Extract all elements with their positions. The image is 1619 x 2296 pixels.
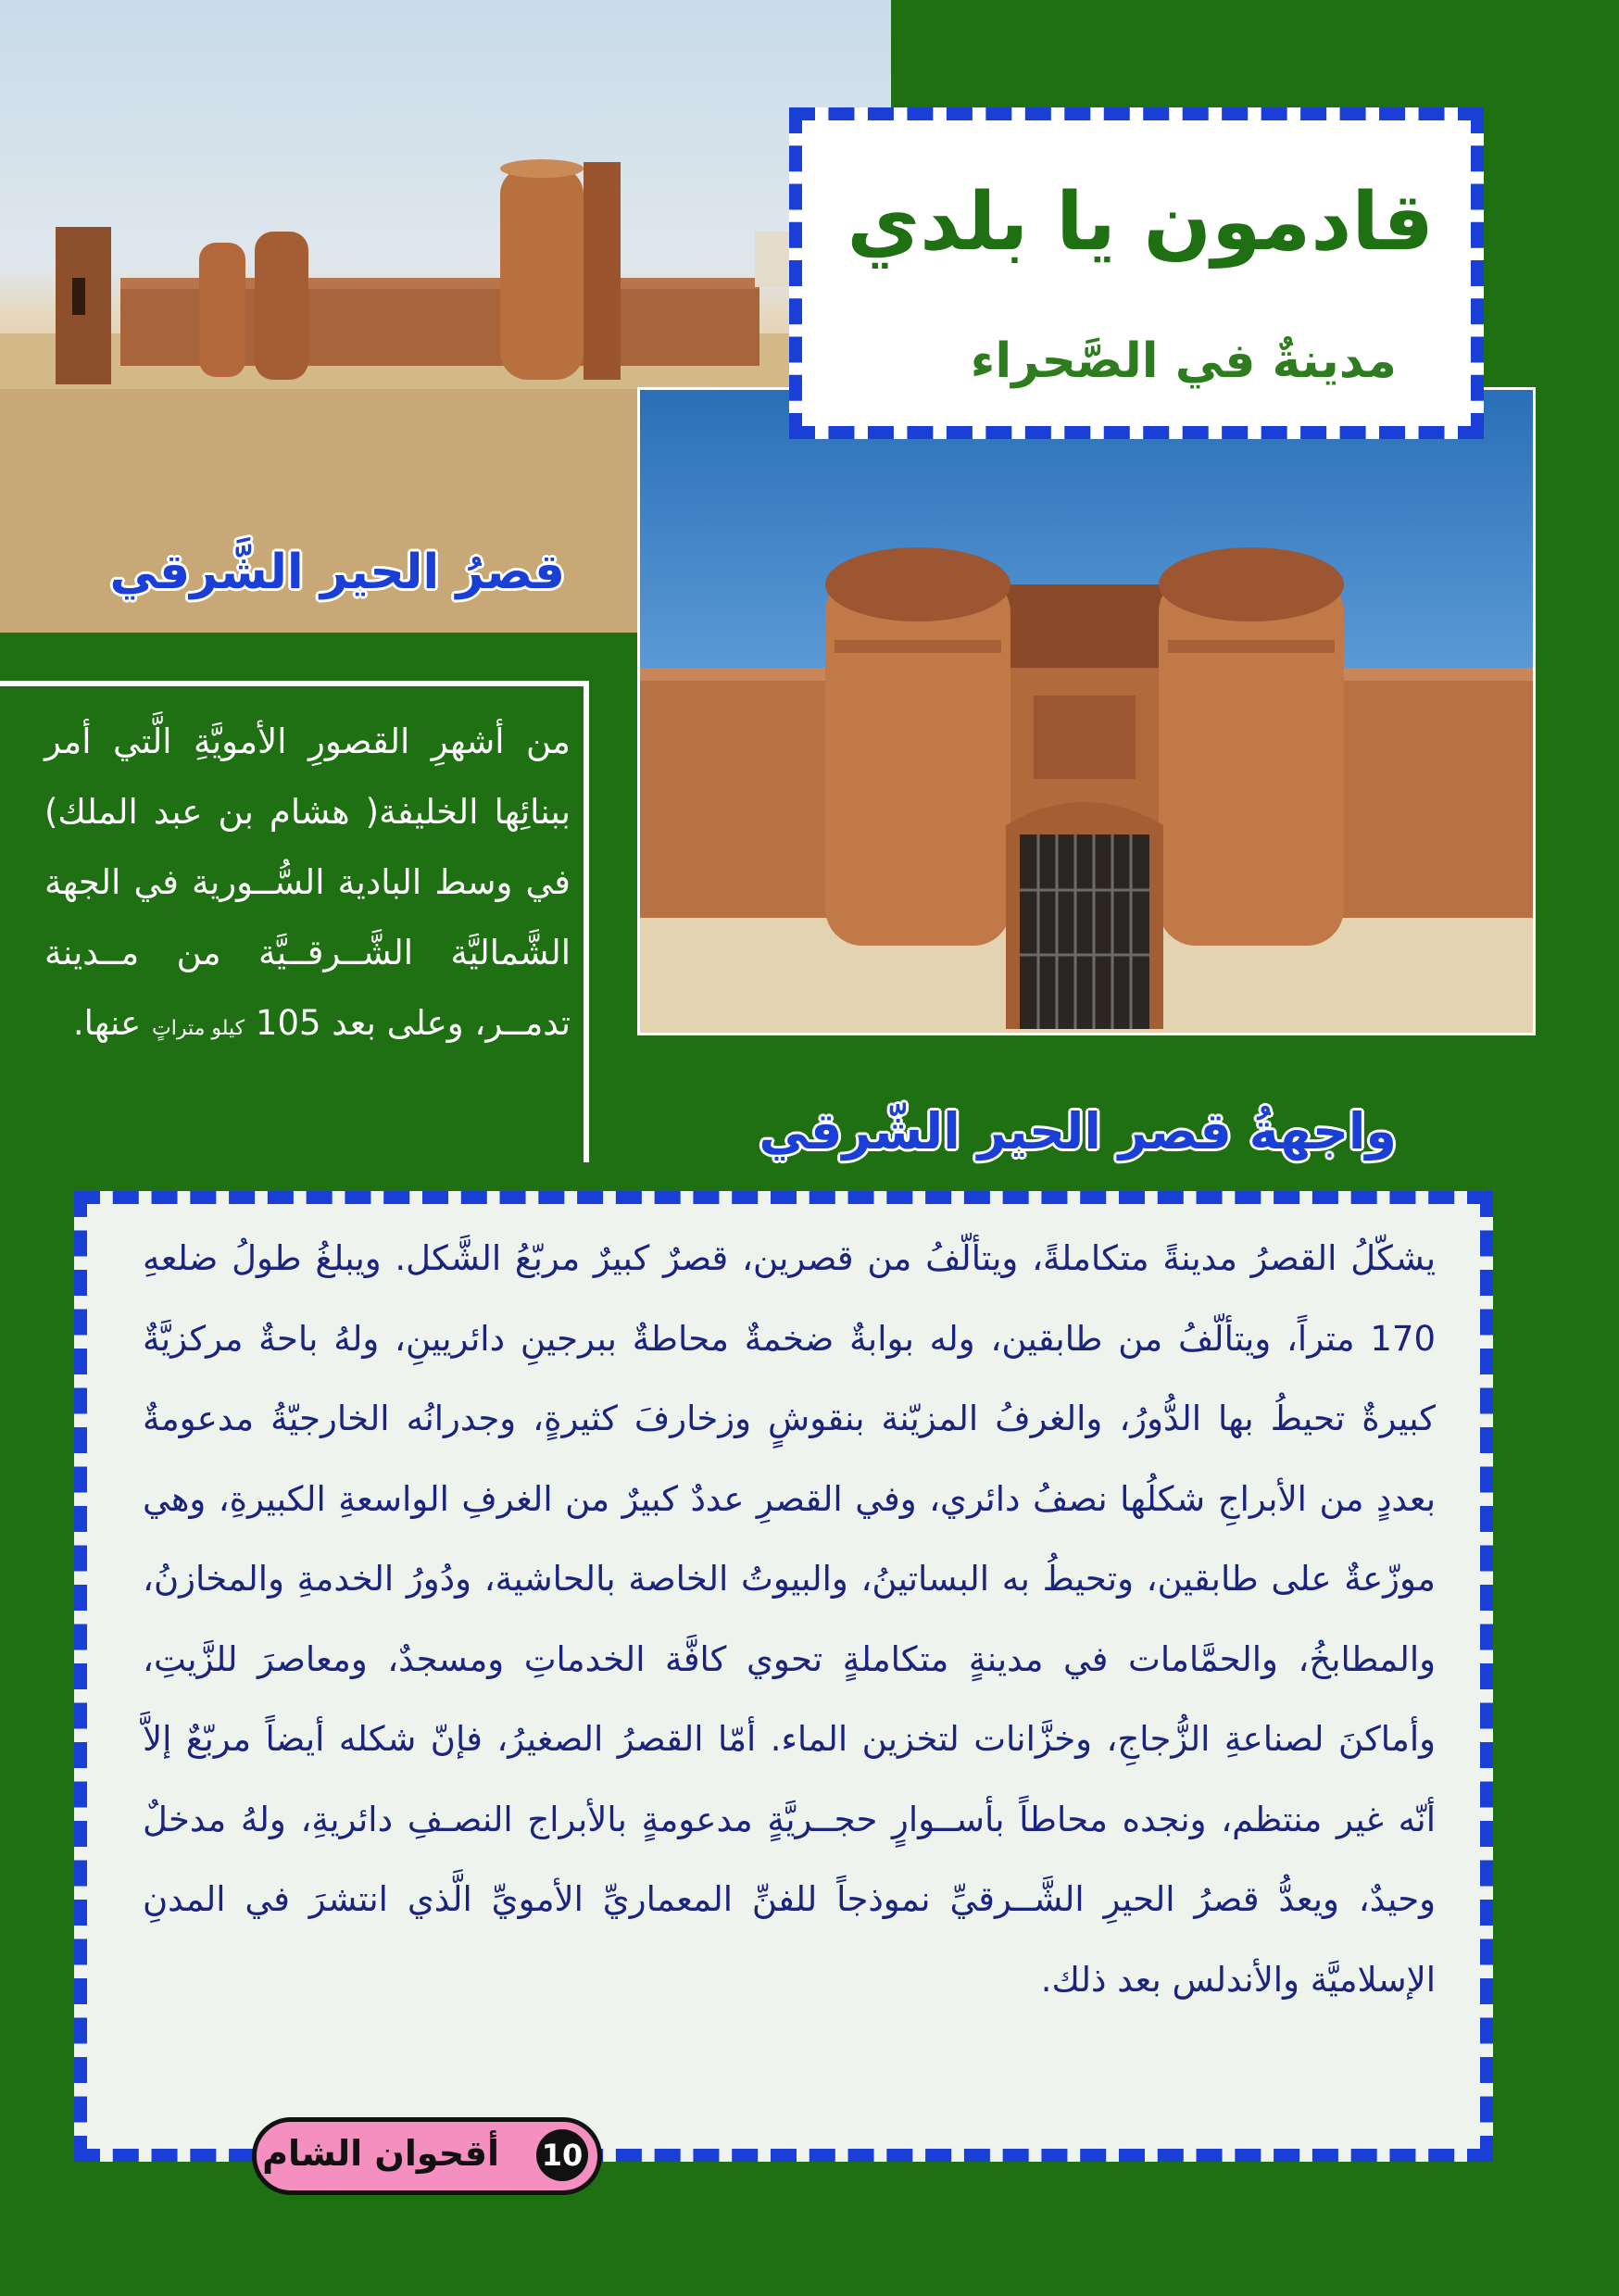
intro-box [0, 681, 589, 1162]
page-number: 10 [536, 2129, 588, 2181]
magazine-name: أقحوان الشام [262, 2133, 499, 2174]
footer-badge [252, 2117, 602, 2195]
page-title: قادمون يا بلدي [847, 176, 1434, 269]
intro-ending: عنها. [72, 1003, 142, 1043]
castle-facade-illustration [640, 390, 1533, 1033]
main-photo-caption: واجهةُ قصر الحير الشّرقي [759, 1102, 1397, 1161]
intro-text: من أشهرِ القصورِ الأمويَّةِ الَّتي أمر ببنائِها الخليفة( هشام بن عبد الملك) في وسط البادية السُّــورية في الجهة الشَّماليَّة الشَّــرقــيَّة من مــدينة تدمــر، وعلى بعد 105 [44, 721, 571, 1043]
article-paragraph: يشكّلُ القصرُ مدينةً متكاملةً، ويتألّفُ من قصرين، قصرٌ كبيرٌ مربّعُ الشَّكل. ويبلغُ طولُ ضلعهِ 170 متراً، ويتألّفُ من طابقين، وله بوابةٌ ضخمةٌ محاطةٌ ببرجينِ دائريينِ، ولهُ باحةٌ مركزيَّةٌ كبيرةٌ تحيطُ بها الدُّورُ، والغرفُ المزيّنة بنقوشٍ وزخارفَ كثيرةٍ، وجدرانُه الخارجيّةُ مدعومةٌ بعددٍ من الأبراجِ شكلُها نصفُ دائري، وفي القصرِ عددٌ كبيرٌ من الغرفِ الواسعةِ الكبيرةِ، وهي موزّعةٌ على طابقين، وتحيطُ به البساتينُ، والبيوتُ الخاصة بالحاشية، ودُورُ الخدمةِ والمخازنُ، والمطابخُ، والحمَّامات في مدينةٍ متكاملةٍ تحوي كافَّة الخدماتِ ومسجدٌ، ومعاصرَ للزَّيتِ، وأماكنَ لصناعةِ الزُّجاجِ، وخزَّانات لتخزين الماء. أمّا القصرُ الصغيرُ، فإنّ شكله أيضاً مربّعٌ إلاَّ أنّه غير منتظم، ونجده محاطاً بأســوارٍ حجــريَّةٍ مدعومةٍ بالأبراج النصـفِ دائريةِ، ولهُ مدخلٌ وحيدٌ، ويعدُّ قصرُ الحيرِ الشَّــرقيِّ نموذجاً للفنِّ المعماريِّ الأمويِّ الَّذي انتشرَ في المدنِ الإسلاميَّة والأندلس بعد ذلك. [143, 1238, 1436, 2000]
title-card [789, 107, 1484, 439]
top-photo-caption: قصرُ الحير الشَّرقي [109, 545, 565, 600]
intro-paragraph [44, 707, 571, 1064]
castle-facade-photo [637, 387, 1536, 1035]
article-box [74, 1191, 1493, 2162]
intro-unit: كيلو متراتٍ [152, 1017, 245, 1040]
page-subtitle: مدينةٌ في الصَّحراء [970, 333, 1397, 389]
